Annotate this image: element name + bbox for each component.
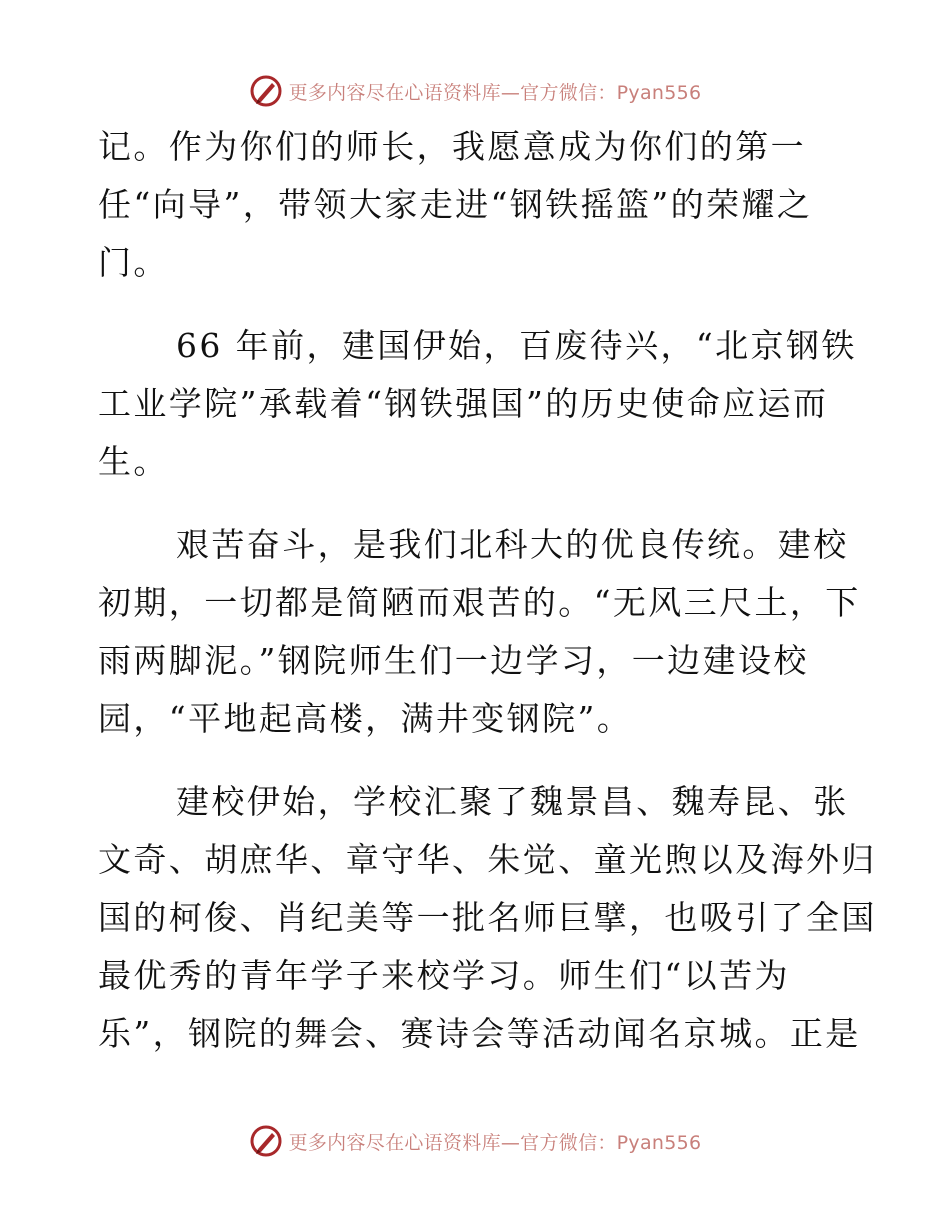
text-line: 66 年前，建国伊始，百废待兴，“北京钢铁 [176, 326, 857, 365]
banner-text: 更多内容尽在心语资料库—官方微信：Pyan556 [288, 1131, 702, 1154]
text-line: 园，“平地起高楼，满井变钢院”。 [98, 699, 633, 738]
pen-logo-icon [249, 74, 283, 108]
text-line: 任“向导”，带领大家走进“钢铁摇篮”的荣耀之 [98, 185, 813, 224]
pen-logo-icon [249, 1124, 283, 1158]
text-line: 初期，一切都是简陋而艰苦的。“无风三尺土，下 [98, 583, 861, 622]
text-line: 艰苦奋斗，是我们北科大的优良传统。建校 [176, 525, 849, 564]
paragraph [98, 773, 877, 1063]
header-watermark [0, 71, 950, 111]
document-body [98, 118, 877, 1063]
text-line: 乐”，钢院的舞会、赛诗会等活动闻名京城。正是 [98, 1014, 861, 1053]
text-line: 门。 [98, 243, 169, 282]
paragraph [98, 118, 858, 292]
paragraph [98, 317, 858, 491]
paragraph [98, 516, 861, 748]
text-line: 最优秀的青年学子来校学习。师生们“以苦为 [98, 956, 790, 995]
text-line: 记。作为你们的师长，我愿意成为你们的第一 [98, 127, 806, 166]
banner-text: 更多内容尽在心语资料库—官方微信：Pyan556 [288, 81, 702, 104]
text-line: 文奇、胡庶华、章守华、朱觉、童光煦以及海外归 [98, 840, 877, 879]
text-line: 工业学院”承载着“钢铁强国”的历史使命应运而 [98, 384, 829, 423]
text-line: 国的柯俊、肖纪美等一批名师巨擘，也吸引了全国 [98, 898, 877, 937]
text-line: 建校伊始，学校汇聚了魏景昌、魏寿昆、张 [176, 782, 849, 821]
footer-watermark [0, 1121, 950, 1161]
text-line: 生。 [98, 442, 169, 481]
text-line: 雨两脚泥。”钢院师生们一边学习，一边建设校 [98, 641, 809, 680]
